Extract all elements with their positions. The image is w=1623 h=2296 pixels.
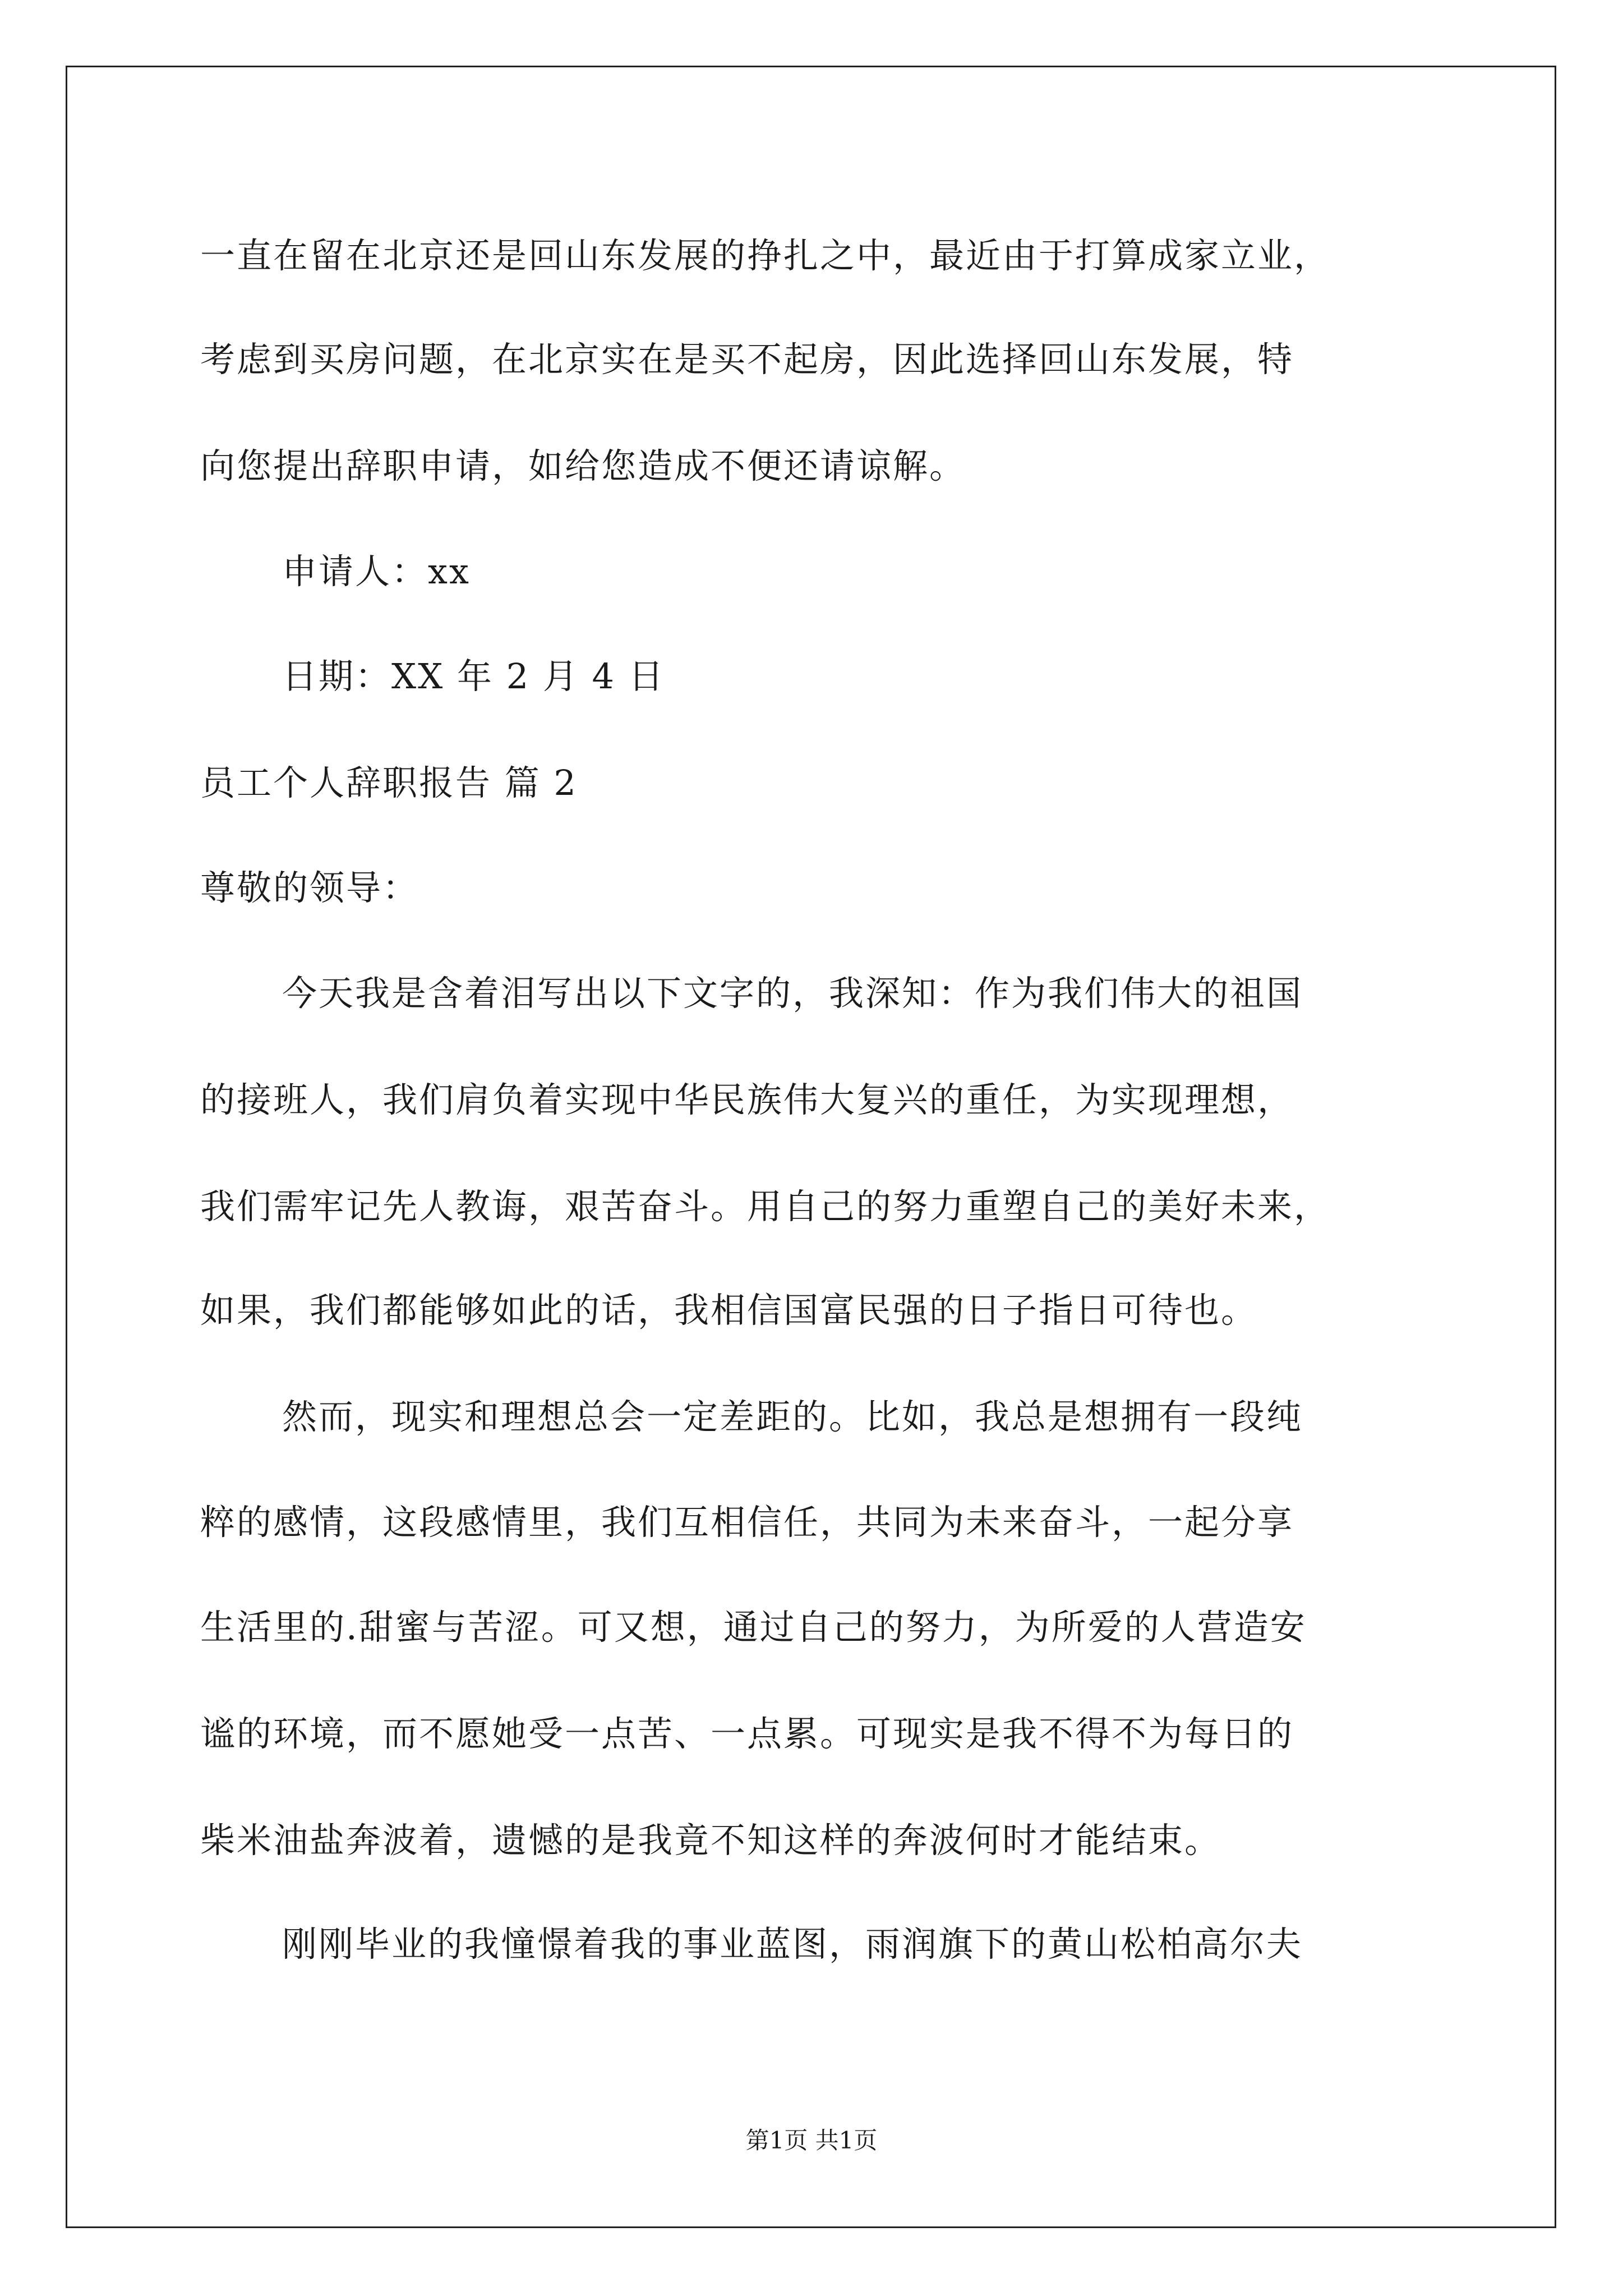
section-heading: 员工个人辞职报告 篇 2 (200, 762, 578, 803)
applicant-line: 申请人：xx (282, 551, 471, 592)
salutation: 尊敬的领导： (200, 867, 419, 908)
body-text-line: 生活里的.甜蜜与苦涩。可又想，通过自己的努力，为所爱的人营造安 (200, 1607, 1307, 1648)
body-text-line: 向您提出辞职申请，如给您造成不便还请谅解。 (200, 445, 966, 486)
body-text-line: 谧的环境，而不愿她受一点苦、一点累。可现实是我不得不为每日的 (200, 1713, 1294, 1754)
body-text-line: 的接班人，我们肩负着实现中华民族伟大复兴的重任，为实现理想， (200, 1079, 1294, 1120)
page-number-footer: 第1页 共1页 (745, 2127, 878, 2154)
body-text-line: 如果，我们都能够如此的话，我相信国富民强的日子指日可待也。 (200, 1290, 1258, 1331)
body-text-line: 然而，现实和理想总会一定差距的。比如，我总是想拥有一段纯 (282, 1396, 1303, 1437)
body-text-line: 刚刚毕业的我憧憬着我的事业蓝图，雨润旗下的黄山松柏高尔夫 (282, 1924, 1303, 1964)
body-text-line: 一直在留在北京还是回山东发展的挣扎之中，最近由于打算成家立业， (200, 235, 1331, 276)
body-text-line: 粹的感情，这段感情里，我们互相信任，共同为未来奋斗，一起分享 (200, 1502, 1294, 1543)
page-border (66, 66, 1556, 2228)
date-line: 日期：XX 年 2 月 4 日 (282, 656, 665, 697)
body-text-line: 我们需牢记先人教诲，艰苦奋斗。用自己的努力重塑自己的美好未来， (200, 1186, 1331, 1227)
body-text-line: 今天我是含着泪写出以下文字的，我深知：作为我们伟大的祖国 (282, 973, 1303, 1014)
body-text-line: 柴米油盐奔波着，遗憾的是我竟不知这样的奔波何时才能结束。 (200, 1820, 1221, 1861)
body-text-line: 考虑到买房问题，在北京实在是买不起房，因此选择回山东发展，特 (200, 339, 1294, 380)
